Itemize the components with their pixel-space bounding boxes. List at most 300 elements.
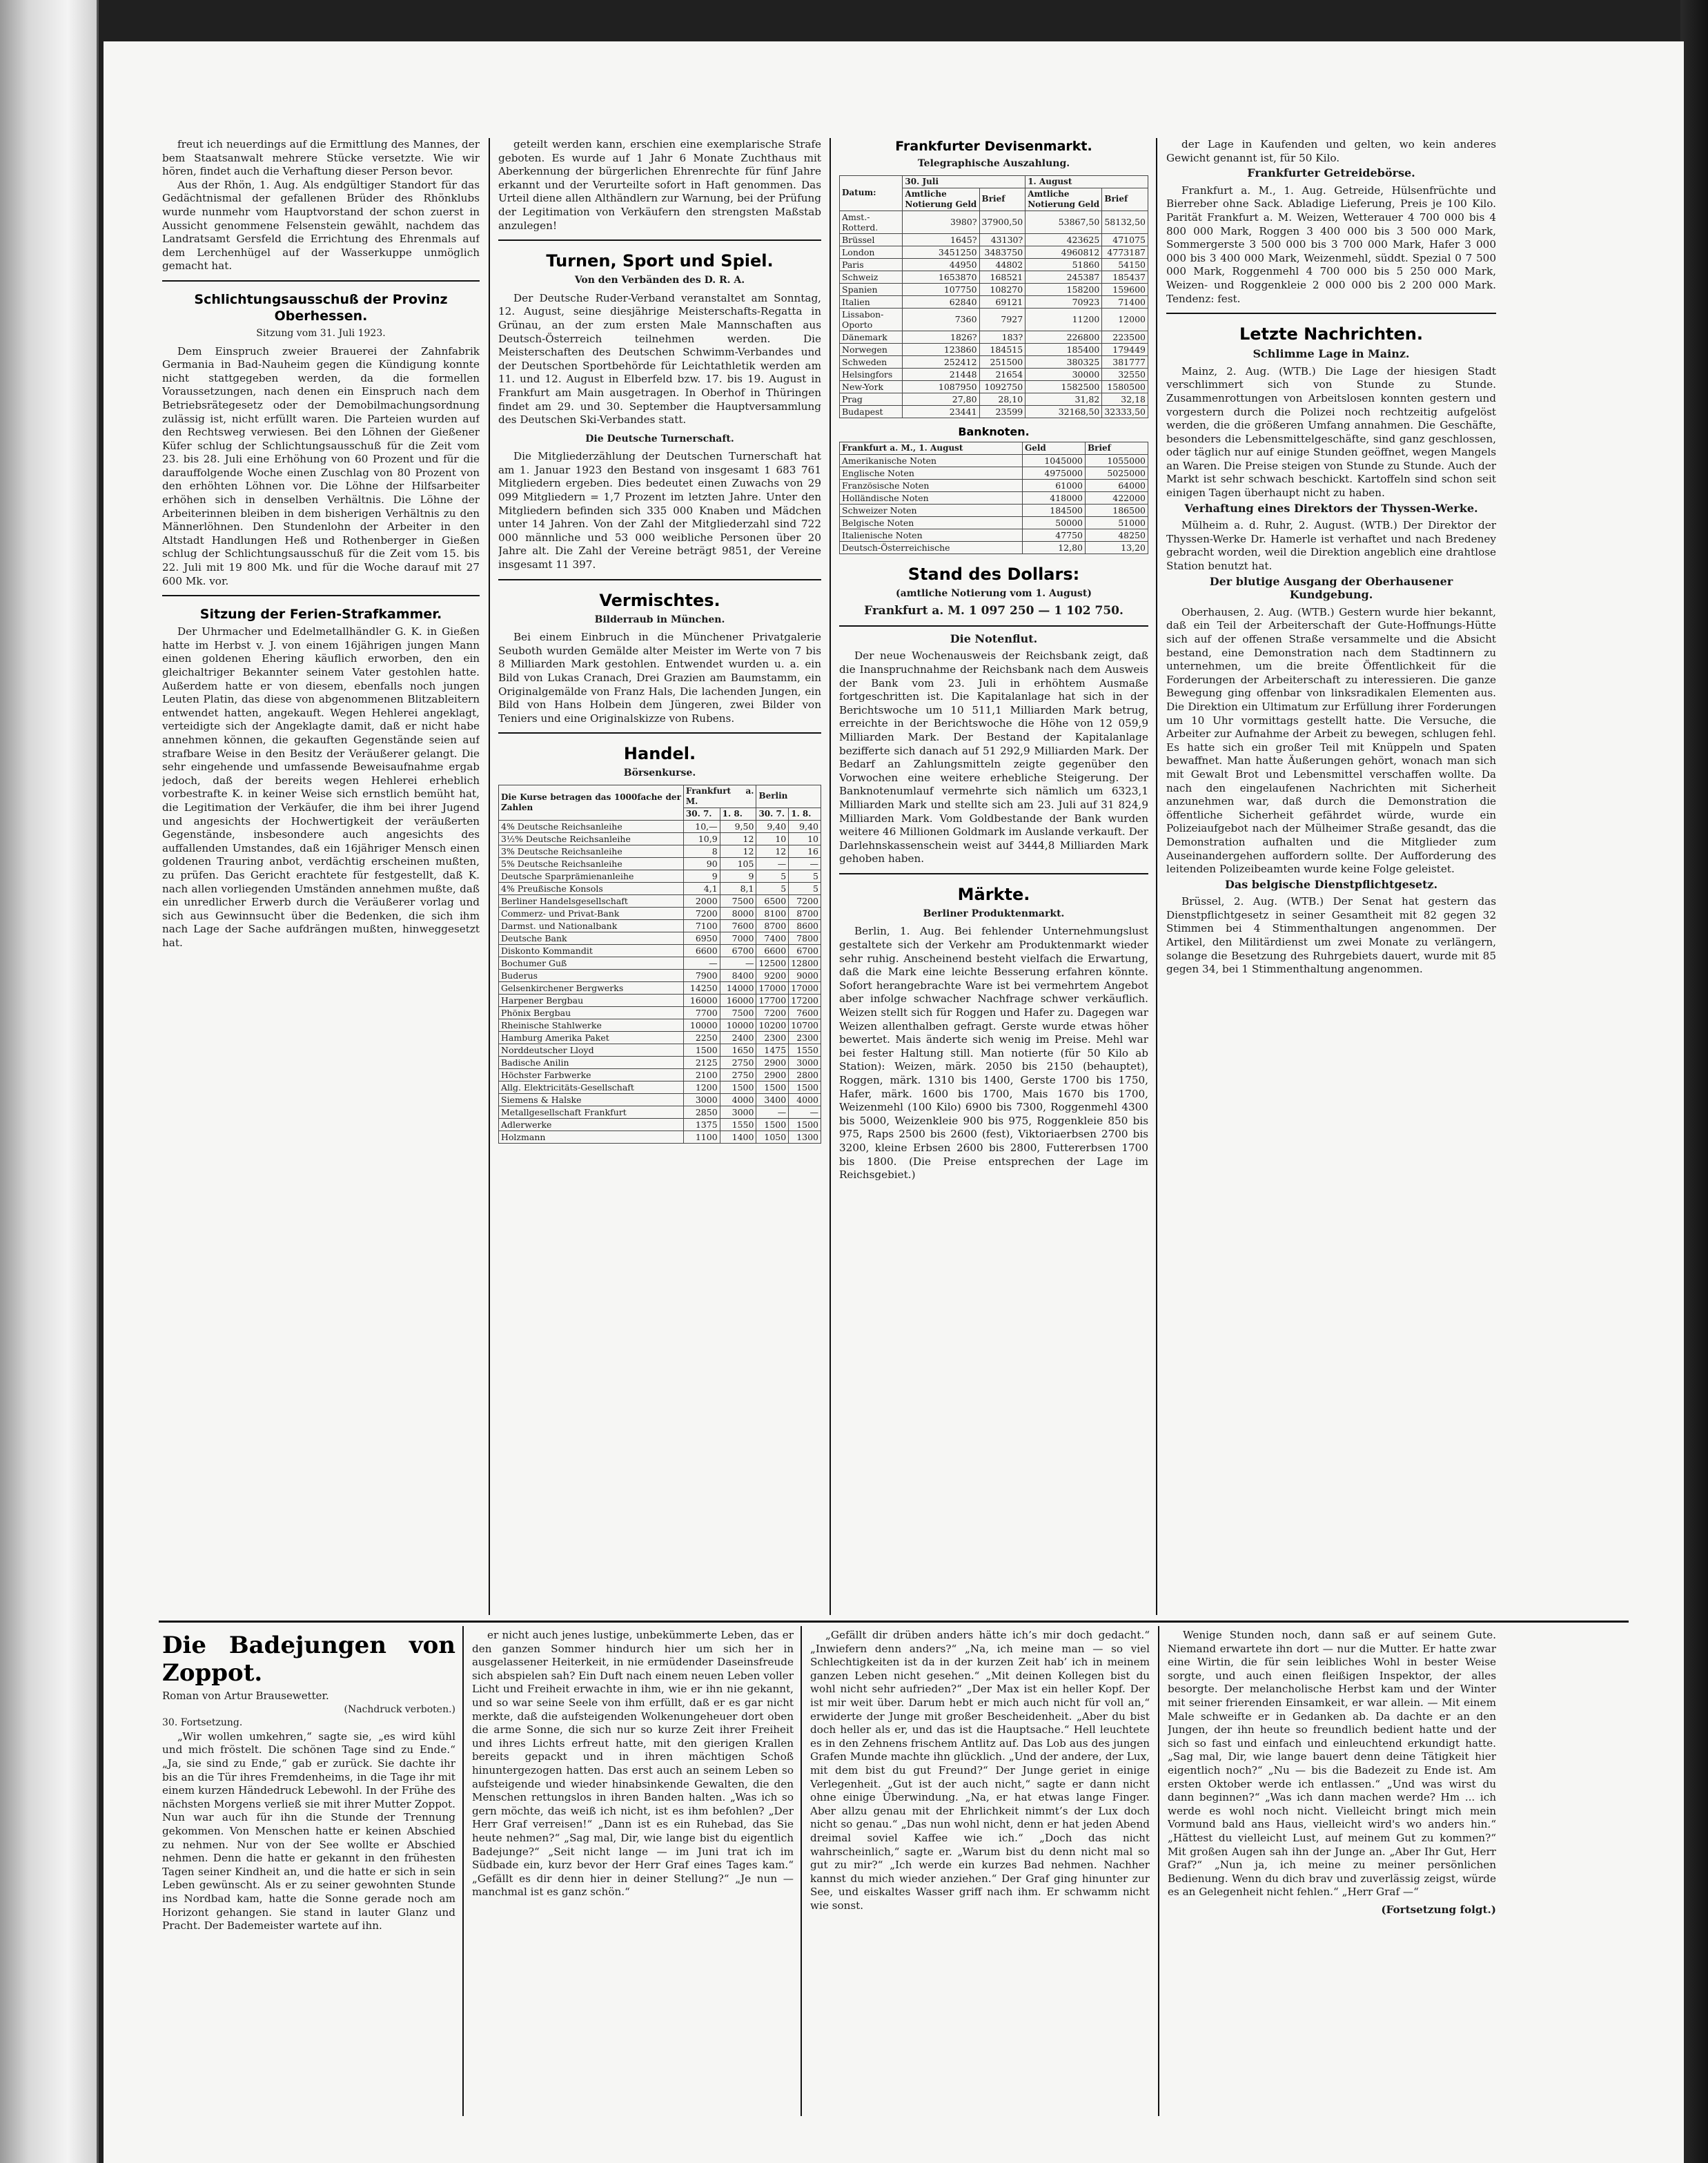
article-text: Der neue Wochenausweis der Reichsbank zeigt, daß die Inanspruchnahme der Reichsbank nach dem Ausweis der Bank vom 23. Juli in erhöhtem Ausmaße fortgeschritten ist. Die Kapitalanlage hat sich in der Berichtswoche um 10 511,1 Milliarden Mark betrug, erreichte in der Berichtswoche die Höhe von 12 059,9 Milliarden Mark. Der Bestand der Kapitalanlage bezifferte sich danach auf 51 292,9 Milliarden Mark. Der Bedarf an Zahlungsmitteln zeigte gegenüber den Vorwochen eine weitere erhebliche Steigerung. Der Banknotenumlauf vermehrte sich nämlich um 6323,1 Milliarden Mark und stellte sich am 23. Juli auf 31 824,9 Milliarden Mark. Vom Goldbestande der Bank wurden weitere 46 Millionen Goldmark im Auslande verkauft. Der Darlehnskassenschein weist auf 3444,8 Milliarden Mark gehoben haben. (839, 649, 1148, 865)
table-cell: 62840 (903, 295, 979, 308)
row-label: New-York (840, 380, 903, 393)
currency-table (839, 175, 1148, 418)
table-cell: 10 (789, 832, 821, 845)
row-label: Buderus (499, 969, 684, 981)
table-cell: 423625 (1025, 233, 1102, 246)
table-cell: 8 (683, 845, 720, 857)
article-heading: Banknoten. (958, 424, 1030, 438)
table-header: 30. 7. (756, 808, 789, 820)
table-cell: — (683, 957, 720, 969)
table-cell: 168521 (979, 271, 1025, 283)
table-cell: 10,9 (683, 832, 720, 845)
table-cell: 12 (720, 832, 756, 845)
serial-text: „Gefällt dir drüben anders hätte ich’s mir doch gedacht.“ „Inwiefern denn anders?“ „Na, ich meine man — so viel Schlechtigkeiten ist da in der kurzen Zeit hab’ ich in meinem ganzen Leben nicht gesehen.“ „Mit deinen Kollegen bist du wohl nicht sehr aufrieden?“ „Der Max ist ein heller Kopf. Der ist mir weit über. Darum hebt er mich auch nicht für voll an,“ erwiderte der Junge mit großer Bescheidenheit. „Aber du bist doch heller als er, und das ist die Hauptsache.“ Hell leuchtete es in den Zehnens frischem Antlitz auf. Das Lob aus des jungen Grafen Munde machte ihn glücklich. „Und der andere, der Lux, mit dem bist du gut Freund?“ Der Junge geriet in einige Verlegenheit. „Gut ist der auch nicht,“ sagte er dann nicht ohne einige Überwindung. „Na, er hat etwas lange Finger. Aber allzu genau mit der Ehrlichkeit nimmt’s der Lux doch nicht so genau.“ „Das nun wohl nicht, denn er hat jeden Abend dreimal soviel Kaffee wie ich.“ „Doch das nicht wahrscheinlich,“ sagte er. „Warum bist du denn nicht mal so gut zu mir?“ „Ich werde ein kurzes Bad nehmen. Nachher kannst du mich wieder anziehen.“ Der Graf ging hinunter zur See, und eiskaltes Wasser griff nach ihm. Er schwamm nicht wie sonst. (810, 1629, 1150, 1912)
article-heading: Frankfurter Devisenmarkt. (895, 139, 1092, 154)
row-label: Paris (840, 258, 903, 271)
table-row (840, 343, 1148, 355)
article-subheading: Bilderraub in München. (594, 614, 725, 625)
table-cell: 105 (720, 857, 756, 870)
table-cell: 3400 (756, 1093, 789, 1106)
article-subheading: Berliner Produktenmarkt. (923, 908, 1065, 919)
table-row (499, 1068, 821, 1081)
article-text: freut ich neuerdings auf die Ermittlung des Mannes, der bem Staatsanwalt mehrere Stücke versetzte. Wie wir hören, findet auch die Verhaftung dieser Person bevor. (162, 138, 480, 178)
table-body (840, 211, 1148, 418)
article-subheading: Die Deutsche Turnerschaft. (585, 433, 734, 444)
table-cell: 9 (683, 870, 720, 882)
table-row (499, 1118, 821, 1131)
article-heading: Vermischtes. (599, 590, 720, 610)
table-header: Geld (1022, 442, 1085, 454)
section-rule (1166, 313, 1496, 314)
article-subheading: Börsenkurse. (623, 767, 696, 779)
table-cell: 1300 (789, 1131, 821, 1143)
table-cell: 30000 (1025, 368, 1102, 380)
table-cell: 7100 (683, 919, 720, 932)
column-rule (830, 138, 831, 1615)
row-label: Darmst. und Nationalbank (499, 919, 684, 932)
table-cell: 2750 (720, 1056, 756, 1068)
row-label: Gelsenkirchener Bergwerks (499, 981, 684, 994)
feuilleton-rule (159, 1621, 1629, 1623)
table-cell: 2800 (789, 1068, 821, 1081)
row-label: Badische Anilin (499, 1056, 684, 1068)
table-row (499, 907, 821, 919)
serial-text: Wenige Stunden noch, dann saß er auf seinem Gute. Niemand erwartete ihn dort — nur die Mutter. Er hatte zwar eine Wirtin, die für sein leibliches Wohl in bester Weise sorgte, und auch einen fleißigen Inspektor, der alles besorgte. Der melancholische Herbst kam und der Winter mit seiner frierenden Einsamkeit, er war allein. — Mit einem Male schweifte er in Gedanken ab. Da dachte er an den Jungen, der ihn heute so freundlich bedient hatte und der sich so fast und einfach und einleuchtend erkundigt hatte. „Sag mal, Dir, wie lange bauert denn deine Tätigkeit hier eigentlich noch?“ „Nu — bis die Badezeit zu Ende ist. Am ersten Oktober werde ich entlassen.“ „Und was wirst du dann beginnen?“ „Was ich dann machen werde? Hm ... ich werde es wohl noch nicht. Vielleicht bringt mich mein Vormund bald ans Haus, vielleicht wird's wo anders hin.“ „Hättest du vielleicht Lust, auf meinem Gut zu kommen?“ Mit großen Augen sah ihn der Junge an. „Aber Ihr Gut, Herr Graf?“ „Nun ja, ich meine zu meiner persönlichen Bedienung. Wenn du dich brav und zuverlässig zeigst, würde es an Gelegenheit nicht fehlen.“ „Herr Graf —“ (1168, 1629, 1496, 1899)
table-cell: 51000 (1085, 516, 1148, 529)
row-label: Amst.-Rotterd. (840, 211, 903, 233)
table-cell: 2900 (756, 1068, 789, 1081)
table-cell: 7500 (720, 1006, 756, 1019)
table-cell: 50000 (1022, 516, 1085, 529)
column-4 (1166, 138, 1496, 1615)
table-cell: 1475 (756, 1044, 789, 1056)
table-cell: 3000 (720, 1106, 756, 1118)
banknotes-table (839, 442, 1148, 554)
row-label: Prag (840, 393, 903, 405)
table-cell: 1500 (789, 1118, 821, 1131)
table-cell: 10700 (789, 1019, 821, 1031)
table-row (499, 820, 821, 832)
article-text: der Lage in Kaufenden und gelten, wo kein anderes Gewicht genannt ist, für 50 Kilo. (1166, 138, 1496, 164)
table-cell: 2900 (756, 1056, 789, 1068)
row-label: Höchster Farbwerke (499, 1068, 684, 1081)
table-cell: 9000 (789, 969, 821, 981)
table-cell: 1645? (903, 233, 979, 246)
column-rule (462, 1626, 464, 2116)
table-header: 30. Juli (903, 175, 1025, 188)
table-cell: 44950 (903, 258, 979, 271)
table-header: 1. 8. (789, 808, 821, 820)
table-cell: 23599 (979, 405, 1025, 418)
column-rule (1156, 138, 1157, 1615)
table-cell: 1500 (756, 1081, 789, 1093)
table-cell: 3483750 (979, 246, 1025, 258)
table-cell: 107750 (903, 283, 979, 295)
table-cell: 1500 (720, 1081, 756, 1093)
table-cell: 185400 (1025, 343, 1102, 355)
table-cell: 6600 (683, 944, 720, 957)
table-cell: 1580500 (1102, 380, 1148, 393)
table-cell: 16000 (720, 994, 756, 1006)
table-header: Brief (1102, 188, 1148, 211)
row-label: Schweiz (840, 271, 903, 283)
table-row (840, 211, 1148, 233)
row-label: Französische Noten (840, 479, 1023, 491)
serial-column-4 (1168, 1629, 1496, 2112)
table-cell: 123860 (903, 343, 979, 355)
row-label: 5% Deutsche Reichsanleihe (499, 857, 684, 870)
article-heading: Handel. (623, 744, 696, 764)
serial-byline: Roman von Artur Brausewetter. (162, 1690, 329, 1702)
table-header: Amtliche Notierung Geld (1025, 188, 1102, 211)
table-cell: 1055000 (1085, 454, 1148, 467)
table-cell: 12800 (789, 957, 821, 969)
table-cell: 380325 (1025, 355, 1102, 368)
table-row (499, 994, 821, 1006)
table-cell: 17700 (756, 994, 789, 1006)
table-cell: 10200 (756, 1019, 789, 1031)
table-cell: 12000 (1102, 308, 1148, 331)
row-label: 4% Preußische Konsols (499, 882, 684, 894)
section-rule (498, 579, 821, 580)
table-cell: 5 (756, 870, 789, 882)
table-cell: 6700 (789, 944, 821, 957)
table-cell: 4975000 (1022, 467, 1085, 479)
table-cell: 17200 (789, 994, 821, 1006)
table-cell: 12 (756, 845, 789, 857)
table-row (840, 246, 1148, 258)
table-cell: 1650 (720, 1044, 756, 1056)
row-label: Bochumer Guß (499, 957, 684, 969)
article-heading: Turnen, Sport und Spiel. (546, 251, 774, 271)
article-subheading: Von den Verbänden des D. R. A. (574, 275, 745, 286)
article-subheading: Telegraphische Auszahlung. (917, 158, 1070, 169)
table-row (499, 845, 821, 857)
table-cell: 6600 (756, 944, 789, 957)
table-row (840, 258, 1148, 271)
serial-column-2 (472, 1629, 794, 2112)
table-cell: 1092750 (979, 380, 1025, 393)
column-rule (1158, 1626, 1159, 2116)
article-subheading: Frankfurter Getreidebörse. (1247, 166, 1415, 180)
article-subheading: Die Notenflut. (950, 632, 1038, 645)
table-cell: 3000 (683, 1093, 720, 1106)
table-cell: 8600 (789, 919, 821, 932)
column-1 (162, 138, 480, 1615)
table-cell: 9200 (756, 969, 789, 981)
table-cell: 7200 (683, 907, 720, 919)
table-cell: 8100 (756, 907, 789, 919)
table-row (499, 882, 821, 894)
serial-installment: 30. Fortsetzung. (162, 1717, 243, 1729)
row-label: Metallgesellschaft Frankfurt (499, 1106, 684, 1118)
table-cell: 226800 (1025, 331, 1102, 343)
article-text: Brüssel, 2. Aug. (WTB.) Der Senat hat gestern das Dienstpflichtgesetz in seiner Gesamtheit mit 82 gegen 32 Stimmen bei 4 Stimmenthaltungen angenommen. Der Artikel, den Militärdienst um zwei Monate zu verlängern, solange die Besetzung des Ruhrgebiets dauert, wurde mit 85 gegen 34, bei 1 Stimmenthaltung angenommen. (1166, 895, 1496, 976)
table-row (499, 1093, 821, 1106)
table-header: Datum: (840, 175, 903, 211)
section-rule (498, 732, 821, 734)
article-subheading: Das belgische Dienstpflichtgesetz. (1224, 877, 1438, 891)
table-cell: — (789, 1106, 821, 1118)
newspaper-page (104, 41, 1684, 2163)
table-cell: — (756, 857, 789, 870)
table-cell: 5 (756, 882, 789, 894)
article-subheading: Schlimme Lage in Mainz. (1253, 347, 1410, 361)
table-cell: 223500 (1102, 331, 1148, 343)
table-cell: 1550 (720, 1118, 756, 1131)
table-cell: 12,80 (1022, 541, 1085, 554)
row-label: 3½% Deutsche Reichsanleihe (499, 832, 684, 845)
article-text: Mülheim a. d. Ruhr, 2. August. (WTB.) Der Direktor der Thyssen-Werke Dr. Hamerle ist verhaftet und nach Bredeney gebracht worden, weil die Direktion angeblich eine drahtlose Station benutzt hat. (1166, 519, 1496, 573)
table-cell: 90 (683, 857, 720, 870)
table-cell: 23441 (903, 405, 979, 418)
table-cell: 1045000 (1022, 454, 1085, 467)
table-cell: 1653870 (903, 271, 979, 283)
table-cell: 43130? (979, 233, 1025, 246)
row-label: 4% Deutsche Reichsanleihe (499, 820, 684, 832)
table-header: Frankfurt a. M. (683, 785, 756, 808)
row-label: Allg. Elektricitäts-Gesellschaft (499, 1081, 684, 1093)
table-header: Amtliche Notierung Geld (903, 188, 979, 211)
table-row (499, 969, 821, 981)
table-cell: 28,10 (979, 393, 1025, 405)
table-cell: 2125 (683, 1056, 720, 1068)
table-row (840, 405, 1148, 418)
row-label: Brüssel (840, 233, 903, 246)
table-cell: — (789, 857, 821, 870)
row-label: Hamburg Amerika Paket (499, 1031, 684, 1044)
table-cell: 7200 (756, 1006, 789, 1019)
article-subheading: Sitzung vom 31. Juli 1923. (256, 327, 386, 339)
table-cell: 183? (979, 331, 1025, 343)
table-cell: 16 (789, 845, 821, 857)
section-rule (498, 239, 821, 241)
row-label: Siemens & Halske (499, 1093, 684, 1106)
section-rule (162, 595, 480, 596)
table-row (499, 1019, 821, 1031)
table-cell: 7400 (756, 932, 789, 944)
table-cell: 48250 (1085, 529, 1148, 541)
row-label: Englische Noten (840, 467, 1023, 479)
table-cell: 7800 (789, 932, 821, 944)
table-cell: 5 (789, 870, 821, 882)
column-2 (498, 138, 821, 1615)
table-cell: 245387 (1025, 271, 1102, 283)
table-row (499, 1081, 821, 1093)
table-cell: 10 (756, 832, 789, 845)
table-cell: 418000 (1022, 491, 1085, 504)
table-row (840, 331, 1148, 343)
table-cell: 6500 (756, 894, 789, 907)
table-cell: 70923 (1025, 295, 1102, 308)
table-cell: 9,40 (756, 820, 789, 832)
row-label: Budapest (840, 405, 903, 418)
serial-reprint-notice: (Nachdruck verboten.) (344, 1703, 455, 1715)
table-cell: 9 (720, 870, 756, 882)
table-cell: 10000 (720, 1019, 756, 1031)
table-cell: 54150 (1102, 258, 1148, 271)
column-rule (801, 1626, 802, 2116)
table-cell: 2100 (683, 1068, 720, 1081)
serial-column-1 (162, 1629, 455, 2112)
table-row (499, 1044, 821, 1056)
table-cell: 3000 (789, 1056, 821, 1068)
article-text: Aus der Rhön, 1. Aug. Als endgültiger Standort für das Gedächtnismal der gefallenen Brüder des Rhönklubs wurde nunmehr vom Hauptvorstand der schon zuerst in Aussicht genommene Felsenstein gewählt, nachdem das Landratsamt Gersfeld die Errichtung des Ehrenmals auf dem Lerchenhügel auf der Wasserkuppe unmöglich gemacht hat. (162, 178, 480, 273)
table-row (840, 504, 1148, 516)
table-row (840, 529, 1148, 541)
table-row (840, 516, 1148, 529)
row-label: Rheinische Stahlwerke (499, 1019, 684, 1031)
row-label: Deutsch-Österreichische (840, 541, 1023, 554)
article-text: Frankfurt a. M., 1. Aug. Getreide, Hülsenfrüchte und Bierreber ohne Sack. Abladige Lieferung, Preis je 100 Kilo. Parität Frankfurt a. M. Weizen, Wetterauer 4 700 000 bis 4 800 000 Mark, Roggen 3 400 000 bis 3 500 000 Mark, Sommergerste 3 500 000 bis 3 700 000 Mark, Hafer 3 000 000 bis 3 400 000 Mark, Weizenmehl, süddt. Spezial 0 7 500 000 Mark, Roggenmehl 4 700 000 bis 5 250 000 Mark, Weizen- und Roggenkleie 2 000 000 bis 2 200 000 Mark. Tendenz: fest. (1166, 184, 1496, 305)
table-header: 30. 7. (683, 808, 720, 820)
table-cell: 185437 (1102, 271, 1148, 283)
table-cell: 7927 (979, 308, 1025, 331)
table-cell: 13,20 (1085, 541, 1148, 554)
article-text: Der Uhrmacher und Edelmetallhändler G. K. in Gießen hatte im Herbst v. J. von einem 16jährigen jungen Mann einen goldenen Ehering käuflich erworben, den ein gleichaltriger Bekannter seinem Vater gestohlen hatte. Außerdem hatte er von diesem, ebenfalls noch jungen Leuten Platin, das diese von abgenommenen Blitzableitern entwendet hatten, angekauft. Wegen Hehlerei angeklagt, verteidigte sich der Angeklagte damit, daß er nicht habe annehmen können, die gekauften Gegenstände seien auf strafbare Weise in den Besitz der Veräußerer gelangt. Die sehr eingehende und umfassende Beweisaufnahme ergab jedoch, daß der bereits wegen Hehlerei erheblich vorbestrafte K. in keiner Weise sich ernstlich bemüht hat, die Legitimation der Verkäufer, die ihm bei ihrer Jugend und angesichts der Hochwertigkeit der veräußerten Gegenstände, insbesondere auch angesichts des auffallenden Umstandes, daß ein 16jähriger Mensch einen goldenen Trauring anbot, verdächtig erscheinen mußten, zu prüfen. Das Gericht erachtete für festgestellt, daß K. nach allen vorliegenden Umständen annehmen mußte, daß ein unredlicher Erwerb durch die Veräußerer vorlag und sich aus Gewinnsucht über die Bedenken, die sich ihm nach Lage der Sache aufdrängen mußten, hinweggesetzt hat. (162, 625, 480, 949)
dollar-rate: Frankfurt a. M. 1 097 250 — 1 102 750. (864, 604, 1123, 618)
row-label: Diskonto Kommandit (499, 944, 684, 957)
serial-continued: (Fortsetzung folgt.) (1381, 1903, 1496, 1916)
table-cell: 252412 (903, 355, 979, 368)
table-cell: 7360 (903, 308, 979, 331)
table-row (499, 932, 821, 944)
table-cell: 1500 (789, 1081, 821, 1093)
table-cell: 64000 (1085, 479, 1148, 491)
table-cell: 11200 (1025, 308, 1102, 331)
column-3 (839, 138, 1148, 1615)
table-cell: 2400 (720, 1031, 756, 1044)
table-row (840, 467, 1148, 479)
table-row (499, 832, 821, 845)
row-label: Italienische Noten (840, 529, 1023, 541)
table-cell: 17000 (756, 981, 789, 994)
section-rule (162, 280, 480, 282)
row-label: Berliner Handelsgesellschaft (499, 894, 684, 907)
article-text: Der Deutsche Ruder-Verband veranstaltet am Sonntag, 12. August, seine diesjährige Meisterschafts-Regatta in Grünau, an der zum ersten Male Mannschaften aus Deutsch-Österreich teilnehmen werden. Die Meisterschaften des Deutschen Schwimm-Verbandes und der Deutschen Sportbehörde für Leichtathletik werden am 11. und 12. August in Elberfeld bzw. 17. bis 19. August in Frankfurt am Main ausgetragen. In Oberhof in Thüringen findet am 29. und 30. September die Hauptversammlung des Deutschen Ski-Verbandes statt. (498, 291, 821, 427)
table-row (840, 393, 1148, 405)
row-label: Norddeutscher Lloyd (499, 1044, 684, 1056)
table-header: 1. August (1025, 175, 1148, 188)
table-cell: 21448 (903, 368, 979, 380)
table-cell: 9,40 (789, 820, 821, 832)
table-row (499, 1006, 821, 1019)
table-cell: 1100 (683, 1131, 720, 1143)
row-label: Holzmann (499, 1131, 684, 1143)
table-cell: 4,1 (683, 882, 720, 894)
table-cell: 179449 (1102, 343, 1148, 355)
table-cell: 2300 (789, 1031, 821, 1044)
table-cell: — (756, 1106, 789, 1118)
table-cell: 32333,50 (1102, 405, 1148, 418)
table-cell: 8000 (720, 907, 756, 919)
row-label: 3% Deutsche Reichsanleihe (499, 845, 684, 857)
serial-text: „Wir wollen umkehren,“ sagte sie, „es wird kühl und mich fröstelt. Die schönen Tage sind zu Ende.“ „Ja, sie sind zu Ende,“ gab er zurück. Sie dachte ihr bis an die Tür ihres Fremdenheims, in die Tage ihr mit einem kurzen Händedruck Lebewohl. In der Frühe des nächsten Morgens verließ sie mit ihrer Mutter Zoppot. Nun war auch für ihn die Stunde der Trennung gekommen. Von Menschen hatte er keinen Abschied zu nehmen. Nur von der See wollte er Abschied nehmen. Denn die hatte er gekannt in den frühesten Tagen seiner Kindheit an, und die hatte er sich in sein Leben gewünscht. Als er zu seiner gewohnten Stunde ins Nordbad kam, hatte die Sonne gerade noch am Horizont gehangen. Sie stand in lauter Glanz und Pracht. Der Bademeister wartete auf ihn. (162, 1730, 455, 1932)
serial-text: er nicht auch jenes lustige, unbekümmerte Leben, das er den ganzen Sommer hindurch hier um sich her in ausgelassener Heiterkeit, in nie ermüdender Daseinsfreude sich abspielen sah? Ein Duft nach einem neuen Leben voller Licht und Freiheit erwachte in ihm, wie er ihn nie gekannt, und so war seine Seele von ihm erfüllt, daß er es gar nicht merkte, daß die aufsteigenden Wolkenungeheuer dort oben die arme Sonne, die sich nur so kurze Zeit ihrer Freiheit und ihres Lichts erfreut hatte, mit den gierigen Krallen bereits gepackt und in ihren mächtigen Schoß hinuntergezogen hatten. Das erst auch an seinem Leben so aufsteigende und wieder hinabsinkende Gewalten, die den Menschen rettungslos in ihren Banden halten. „Was ich so gern möchte, das weiß ich nicht, ist es ihm befohlen? „Der Herr Graf verreisen!“ „Dann ist es ein Ruhebad, das Sie heute nehmen?“ „Sag mal, Dir, wie lange bist du eigentlich Badejunge?“ „Seit nicht lange — im Juni trat ich im Südbade ein, kurz bevor der Herr Graf eines Tages kam.“ „Gefällt es dir denn hier in deiner Stellung?“ „Je nun — manchmal ist es ganz schön.“ (472, 1629, 794, 1899)
table-cell: 9,50 (720, 820, 756, 832)
table-cell: 58132,50 (1102, 211, 1148, 233)
table-cell: 32,18 (1102, 393, 1148, 405)
table-row (840, 541, 1148, 554)
row-label: Norwegen (840, 343, 903, 355)
table-cell: 32550 (1102, 368, 1148, 380)
table-cell: 108270 (979, 283, 1025, 295)
article-text: Dem Einspruch zweier Brauerei der Zahnfabrik Germania in Bad-Nauheim gegen die Kündigung konnte nicht stattgegeben werden, da die formellen Voraussetzungen, nach denen ein Einspruch nach dem Betriebsrätegesetz oder der Demobilmachungsordnung zulässig ist, nicht erfüllt waren. Die Parteien wurden auf den Rechtsweg verwiesen. Bei den Löhnen der Gießener Küfer schlug der Schlichtungsausschuß für die Zeit vom 23. bis 28. Juli eine Erhöhung von 60 Prozent und für die darauffolgende Woche einen Zuschlag von 80 Prozent von den erhöhten Löhnen vor. Die Löhne der Hilfsarbeiter erhöhen sich in denselben Verhältnis. Die Löhne der Arbeiterinnen bleiben in dem bisherigen Verhältnis zu den Männerlöhnen. Den Stundenlohn der Arbeiter in den Altstadt Handlungen Heß und Rothenberger in Gießen schlug der Schlichtungsausschuß für die Zeit vom 15. bis 22. Juli mit 19 800 Mk. und für die Woche darauf mit 27 600 Mk. vor. (162, 344, 480, 587)
table-cell: 6700 (720, 944, 756, 957)
table-cell: 184515 (979, 343, 1025, 355)
table-row (840, 491, 1148, 504)
table-cell: 1500 (756, 1118, 789, 1131)
table-row (840, 295, 1148, 308)
table-cell: 422000 (1085, 491, 1148, 504)
table-cell: 8400 (720, 969, 756, 981)
table-row (840, 355, 1148, 368)
row-label: Lissabon-Oporto (840, 308, 903, 331)
table-cell: 4960812 (1025, 246, 1102, 258)
table-cell: 51860 (1025, 258, 1102, 271)
table-cell: 14250 (683, 981, 720, 994)
table-row (499, 944, 821, 957)
table-cell: 71400 (1102, 295, 1148, 308)
table-row (499, 870, 821, 882)
row-label: Schweden (840, 355, 903, 368)
table-cell: 61000 (1022, 479, 1085, 491)
table-cell: 3451250 (903, 246, 979, 258)
table-cell: 2850 (683, 1106, 720, 1118)
table-cell: 3980? (903, 211, 979, 233)
table-row (499, 894, 821, 907)
row-label: Deutsche Bank (499, 932, 684, 944)
table-cell: 184500 (1022, 504, 1085, 516)
article-subheading: Verhaftung eines Direktors der Thyssen-Werke. (1184, 501, 1478, 515)
table-cell: 7500 (720, 894, 756, 907)
scanner-edge (1680, 0, 1708, 2163)
table-row (499, 981, 821, 994)
article-heading: Sitzung der Ferien-Strafkammer. (199, 607, 442, 623)
table-cell: 1582500 (1025, 380, 1102, 393)
table-body (840, 454, 1148, 554)
table-cell: 6950 (683, 932, 720, 944)
table-cell: 1375 (683, 1118, 720, 1131)
article-heading: Märkte. (957, 884, 1030, 904)
table-cell: 37900,50 (979, 211, 1025, 233)
table-row (840, 233, 1148, 246)
table-cell: 31,82 (1025, 393, 1102, 405)
table-cell: 47750 (1022, 529, 1085, 541)
table-header: Brief (1085, 442, 1148, 454)
table-cell: 2300 (756, 1031, 789, 1044)
article-text: Oberhausen, 2. Aug. (WTB.) Gestern wurde hier bekannt, daß ein Teil der Arbeiterschaft der Gute-Hoffnungs-Hütte sich auf der offenen Straße versammelte und die Absicht bestand, eine Demonstration nach dem Stadtinnern zu unternehmen, um die breite Öffentlichkeit für die Forderungen der Arbeiterschaft zu interessieren. Die ganze Bewegung ging offenbar von linksradikalen Elementen aus. Die Direktion ein Ultimatum zur Erfüllung ihrer Forderungen um 10 Uhr vormittags gestellt hatte. Die Versuche, die Arbeiter zur Aufnahme der Arbeit zu bewegen, schlugen fehl. Es hatte sich ein großer Teil mit Knüppeln und Spaten bewaffnet. Man hatte Äußerungen gehört, wonach man sich mit Gewalt Brot und Lebensmittel verschaffen wollte. Da nach den eingelaufenen Nachrichten mit Sicherheit anzunehmen war, daß durch die Demonstration die öffentliche Sicherheit gefährdet würde, wurde ein Polizeiaufgebot nach der Mülheimer Straße gesandt, das die Demonstration aufhalten und die Mitglieder zum Auseinandergehen auffordern sollte. Der Aufforderung des leitenden Polizeibeamten wurde keine Folge geleistet. (1166, 605, 1496, 876)
table-cell: 27,80 (903, 393, 979, 405)
serial-title: Die Badejungen von Zoppot. (162, 1632, 455, 1687)
table-row (840, 271, 1148, 283)
table-cell: 1826? (903, 331, 979, 343)
table-cell: 4773187 (1102, 246, 1148, 258)
article-text: Die Mitgliederzählung der Deutschen Turnerschaft hat am 1. Januar 1923 den Bestand von insgesamt 1 683 761 Mitgliedern ergeben. Dies bedeutet einen Zuwachs von 29 099 Mitgliedern = 1,7 Prozent im letzten Jahre. Unter den Mitgliedern befinden sich 335 000 Knaben und Mädchen unter 14 Jahren. Von der Zahl der Mitgliederzahl sind 722 000 männliche und 53 000 weibliche Personen über 20 Jahre alt. Die Zahl der Vereine beträgt 9851, der Vereine insgesamt 11 397. (498, 450, 821, 571)
book-binding (0, 0, 99, 2163)
table-cell: 2250 (683, 1031, 720, 1044)
row-label: Spanien (840, 283, 903, 295)
table-row (840, 308, 1148, 331)
table-row (840, 380, 1148, 393)
article-heading: Schlichtungsausschuß der Provinz Oberhessen. (194, 291, 448, 324)
table-cell: 1550 (789, 1044, 821, 1056)
table-row (499, 1131, 821, 1143)
table-cell: 32168,50 (1025, 405, 1102, 418)
table-body (499, 820, 821, 1143)
table-cell: 159600 (1102, 283, 1148, 295)
table-cell: 1200 (683, 1081, 720, 1093)
